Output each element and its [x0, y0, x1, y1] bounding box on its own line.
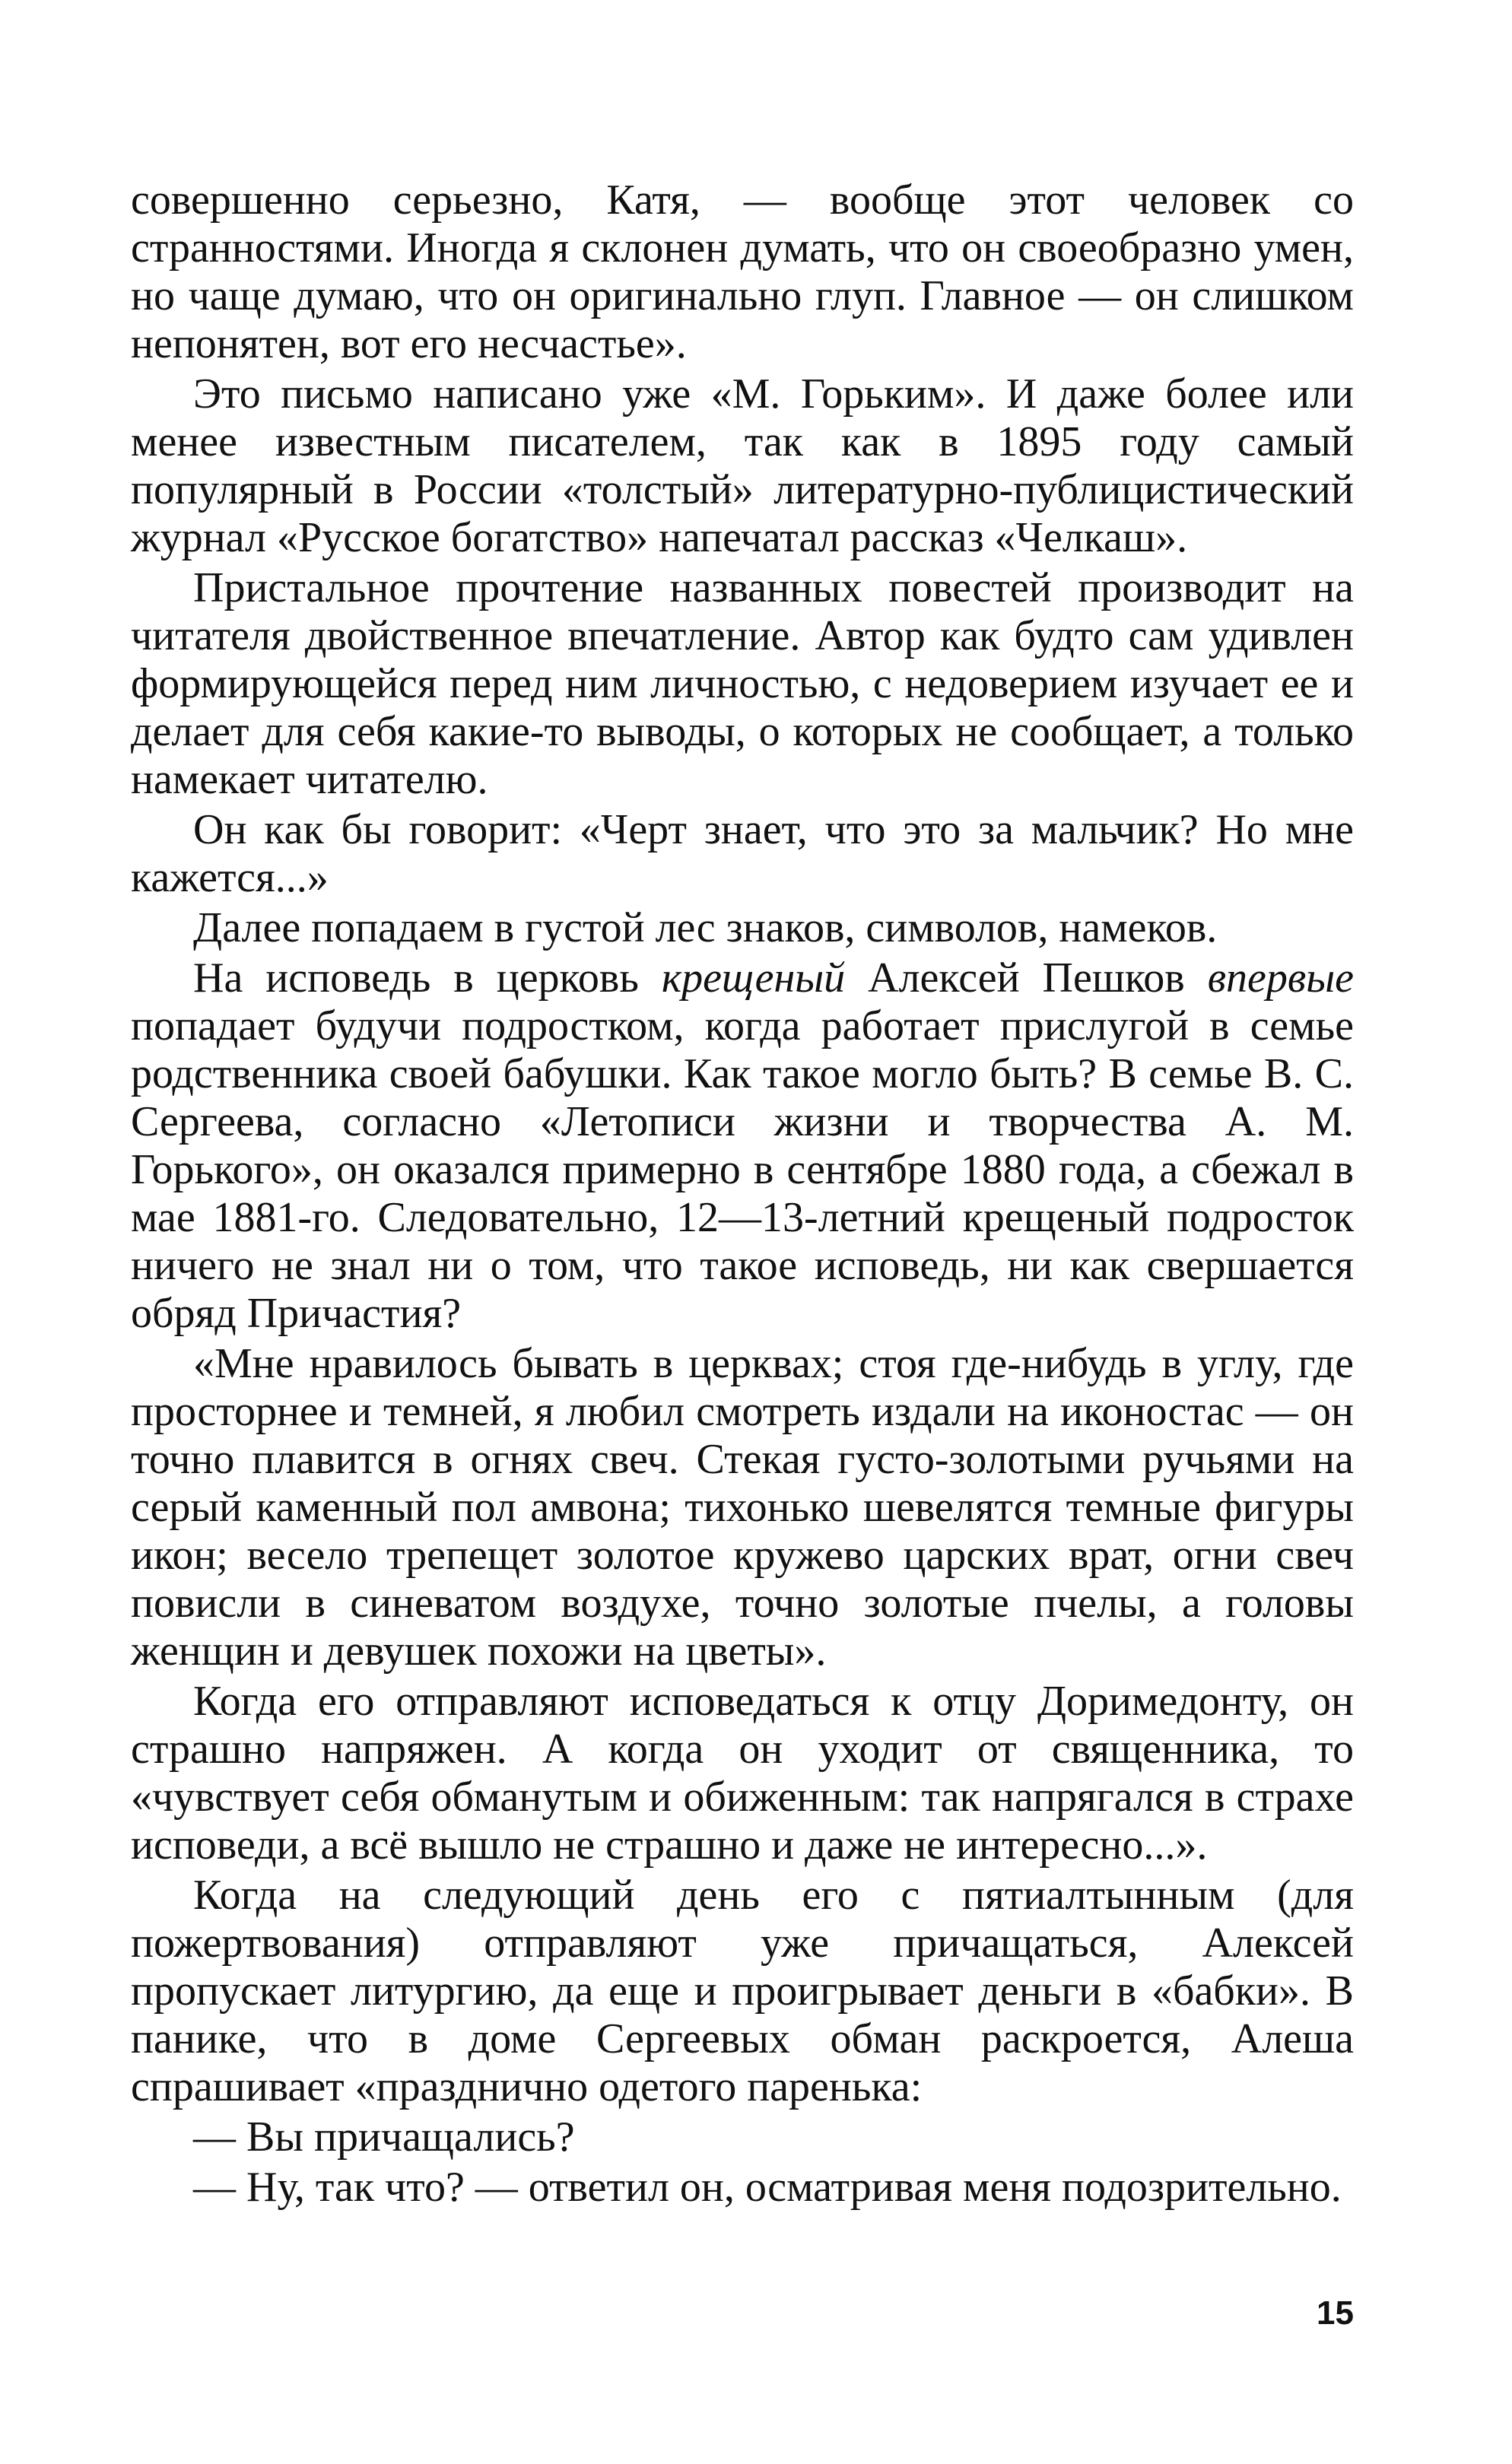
paragraph	[131, 564, 1354, 804]
page-text	[131, 176, 1354, 2214]
text-run: На исповедь в церковь	[193, 954, 662, 1002]
paragraph	[131, 806, 1354, 902]
text-run: Далее попадаем в густой лес знаков, символов, намеков.	[193, 904, 1218, 951]
paragraph	[131, 1872, 1354, 2111]
text-run: попадает будучи подростком, когда работает прислугой в семье родственника своей бабушки. Как такое могло быть? В семье В. С. Сергеева, согласно «Летописи жизни и творчества А. М. Горького», он оказался примерно в сентябре 1880 года, а сбежал в мае 1881-го. Следовательно, 12—13-летний крещеный подросток ничего не знал ни о том, что такое исповедь, ни как свершается обряд Причастия?	[131, 1002, 1354, 1337]
paragraph	[131, 370, 1354, 562]
page-number: 15	[1317, 2294, 1354, 2332]
text-run: Алексей Пешков	[845, 954, 1208, 1002]
paragraph	[131, 1340, 1354, 1675]
paragraph	[131, 954, 1354, 1338]
paragraph	[131, 1678, 1354, 1869]
paragraph	[131, 176, 1354, 368]
italic-text: впервые	[1207, 954, 1354, 1002]
paragraph	[131, 2164, 1354, 2212]
text-run: — Вы причащались?	[193, 2113, 575, 2161]
text-run: Это письмо написано уже «М. Горьким». И даже более или менее известным писателем, так как в 1895 году самый популярный в России «толстый» литературно-публицистический журнал «Русское богатство» напечатал рассказ «Челкаш».	[131, 370, 1354, 561]
text-run: Когда на следующий день его с пятиалтынным (для пожертвования) отправляют уже причащаться, Алексей пропускает литургию, да еще и проигрывает деньги в «бабки». В панике, что в доме Сергеевых обман раскроется, Алеша спрашивает «празднично одетого паренька:	[131, 1872, 1354, 2110]
text-run: — Ну, так что? — ответил он, осматривая меня подозрительно.	[193, 2164, 1342, 2211]
italic-text: крещеный	[661, 954, 846, 1002]
paragraph	[131, 2113, 1354, 2161]
paragraph	[131, 904, 1354, 952]
text-run: «Мне нравилось бывать в церквах; стоя где-нибудь в углу, где просторнее и темней, я любил смотреть издали на иконостас — он точно плавится в огнях свеч. Стекая густо-золотыми ручьями на серый каменный пол амвона; тихонько шевелятся темные фигуры икон; весело трепещет золотое кружево царских врат, огни свеч повисли в синеватом воздухе, точно золотые пчелы, а головы женщин и девушек похожи на цветы».	[131, 1340, 1354, 1675]
text-run: Когда его отправляют исповедаться к отцу Доримедонту, он страшно напряжен. А когда он уходит от священника, то «чувствует себя обманутым и обиженным: так напрягался в страхе исповеди, а всё вышло не страшно и даже не интересно...».	[131, 1678, 1354, 1869]
text-run: Пристальное прочтение названных повестей производит на читателя двойственное впечатление. Автор как будто сам удивлен формирующейся перед ним личностью, с недоверием изучает ее и делает для себя какие-то выводы, о которых не сообщает, а только намекает читателю.	[131, 564, 1354, 803]
text-run: Он как бы говорит: «Черт знает, что это за мальчик? Но мне кажется...»	[131, 806, 1354, 901]
text-run: совершенно серьезно, Катя, — вообще этот человек со странностями. Иногда я склонен думать, что он своеобразно умен, но чаще думаю, что он оригинально глуп. Главное — он слишком непонятен, вот его несчастье».	[131, 176, 1354, 367]
